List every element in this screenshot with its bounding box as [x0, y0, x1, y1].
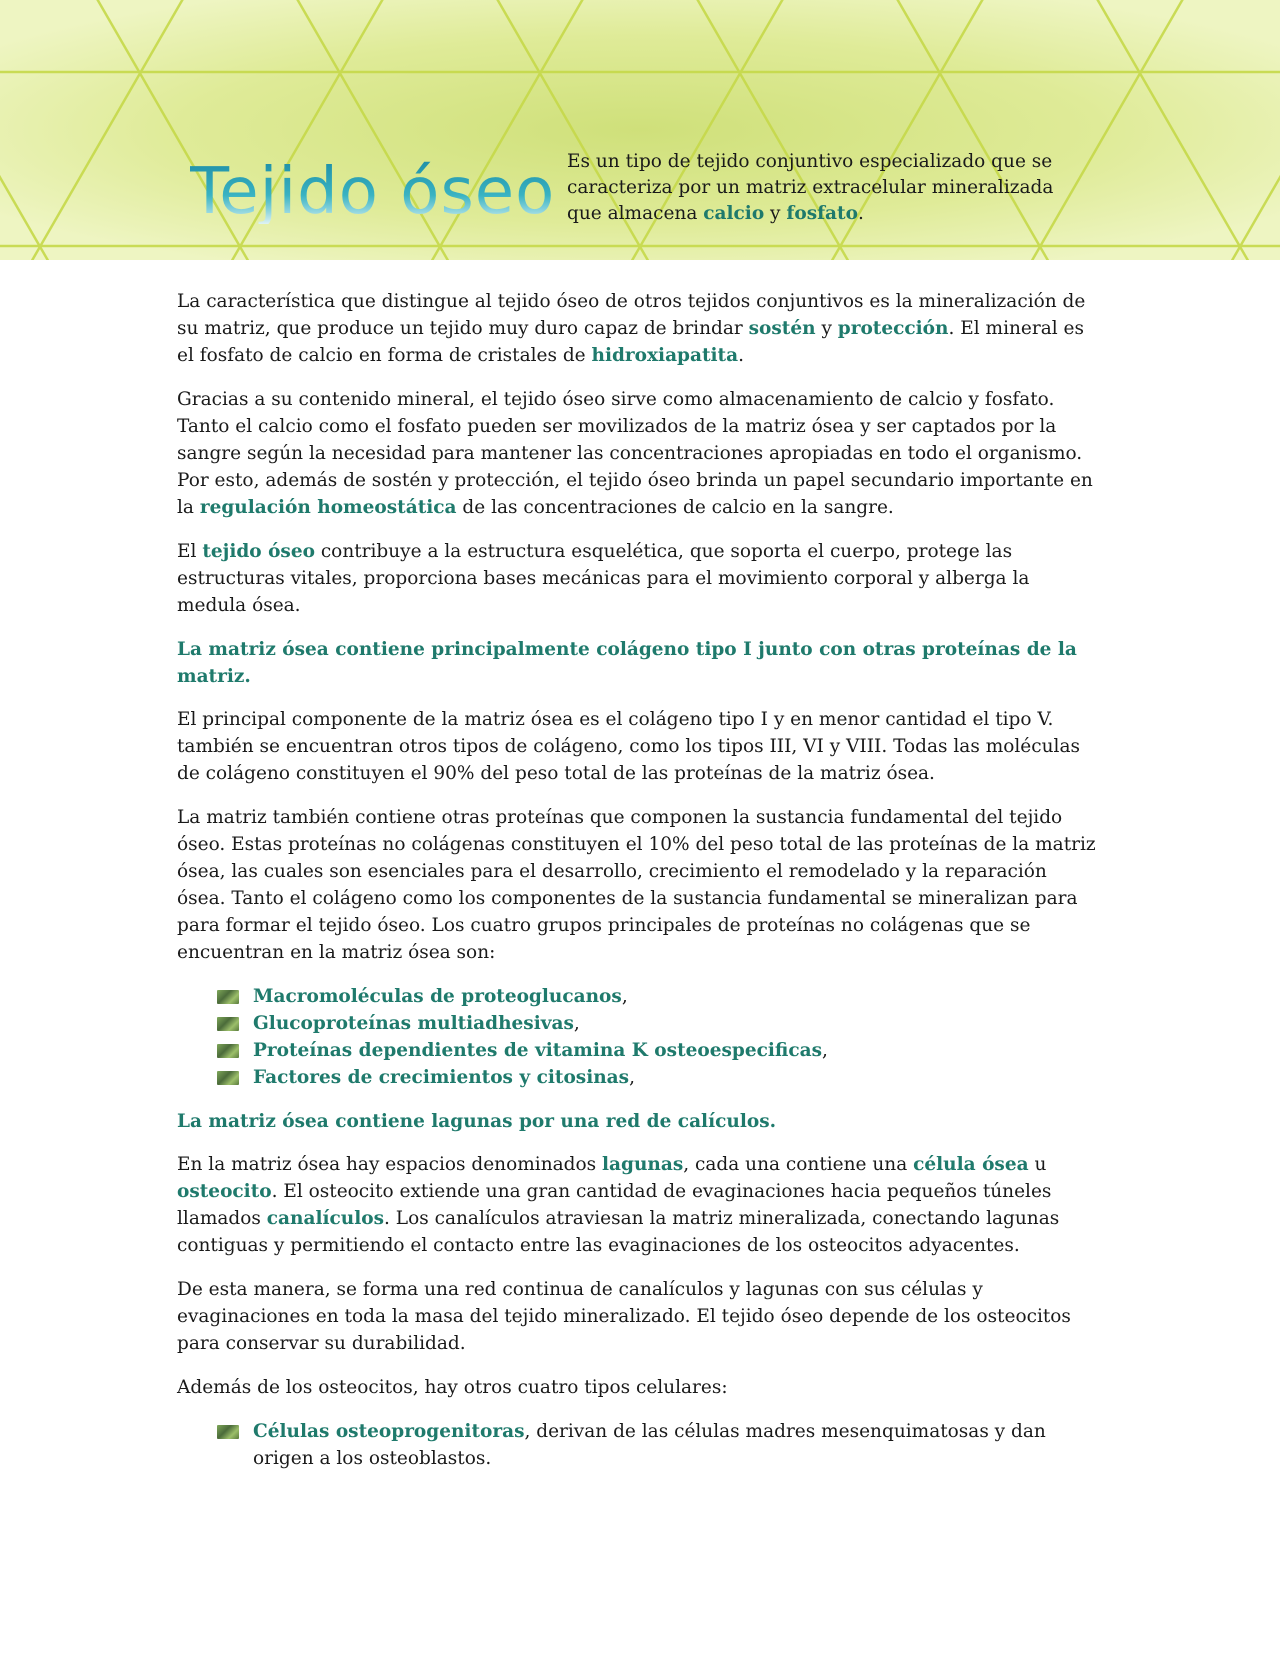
highlighted-term: fosfato [786, 203, 858, 224]
text-run: . Los canalículos atraviesan la matriz mineralizada, conectando lagunas contiguas y permitiendo el contacto entre las evaginaciones de los osteocitos adyacentes. [177, 1208, 1060, 1256]
paragraph [177, 1151, 1097, 1259]
text-run: , [573, 1013, 580, 1034]
page-title: Tejido óseo [190, 155, 556, 229]
paragraph [177, 1276, 1097, 1357]
text-run: , [822, 1040, 828, 1061]
list-item [217, 1418, 1097, 1472]
text-run: y [815, 318, 838, 339]
paragraph [177, 1374, 1097, 1401]
text-run: Gracias a su contenido mineral, el tejido óseo sirve como almacenamiento de calcio y fosfato. Tanto el calcio como el fosfato pueden ser movilizados de la matriz ósea y ser captados por la sangre según la necesidad para mantener las concentraciones apropiadas en todo el organismo. Por esto, además de sostén y protección, el tejido óseo brinda un papel secundario importante en la [177, 389, 1093, 518]
highlighted-term: osteocito [177, 1181, 272, 1202]
image-bullet-icon [217, 1044, 239, 1058]
paragraph [177, 706, 1097, 787]
highlighted-term: Macromoléculas de proteoglucanos [253, 986, 622, 1007]
text-run: , derivan de las células madres mesenquimatosas y dan origen a los osteoblastos. [253, 1421, 1046, 1469]
text-run: El [177, 541, 203, 562]
highlighted-term: célula ósea [913, 1154, 1029, 1175]
image-bullet-icon [217, 1425, 239, 1439]
highlighted-term: Glucoproteínas multiadhesivas [253, 1013, 574, 1034]
paragraph [177, 288, 1097, 369]
text-run: . [738, 345, 744, 366]
list-item [217, 1064, 1097, 1091]
text-run: El principal componente de la matriz ósea es el colágeno tipo I y en menor cantidad el tipo V. también se encuentran otros tipos de colágeno, como los tipos III, VI y VIII. Todas las moléculas de colágeno constituyen el 90% del peso total de las proteínas de la matriz ósea. [177, 709, 1080, 784]
section-heading: La matriz ósea contiene lagunas por una red de calículos. [177, 1111, 777, 1132]
highlighted-term: Factores de crecimientos y citosinas [253, 1067, 630, 1088]
bullet-list [177, 983, 1097, 1091]
highlighted-term: Proteínas dependientes de vitamina K osteoespecificas [253, 1040, 823, 1061]
text-run: . [857, 203, 864, 224]
text-run: . El mineral es el fosfato de calcio en forma de cristales de [177, 318, 1084, 366]
intro-text [567, 149, 1087, 227]
highlighted-term: Células osteoprogenitoras [253, 1421, 525, 1442]
highlighted-term: tejido óseo [202, 541, 315, 562]
text-run: , [621, 986, 628, 1007]
image-bullet-icon [217, 1071, 239, 1085]
highlighted-term: regulación homeostática [199, 497, 457, 518]
highlighted-term: protección [837, 318, 949, 339]
section-heading: La matriz ósea contiene principalmente colágeno tipo I junto con otras proteínas de la matriz. [177, 639, 1077, 687]
paragraph [177, 804, 1097, 966]
text-run: En la matriz ósea hay espacios denominados [177, 1154, 602, 1175]
text-run: Es un tipo de tejido conjuntivo especializado que se caracteriza por un matriz extracelular mineralizada que almacena [567, 151, 1054, 224]
text-run: , [629, 1067, 635, 1088]
text-run: La característica que distingue al tejido óseo de otros tejidos conjuntivos es la mineralización de su matriz, que produce un tejido muy duro capaz de brindar [177, 291, 1086, 339]
text-run: , cada una contiene una [683, 1154, 914, 1175]
highlighted-term: hidroxiapatita [591, 345, 739, 366]
text-run: Además de los osteocitos, hay otros cuatro tipos celulares: [177, 1377, 728, 1398]
highlighted-term: lagunas [602, 1154, 684, 1175]
image-bullet-icon [217, 990, 239, 1004]
highlighted-term: calcio [703, 203, 765, 224]
text-run: . El osteocito extiende una gran cantidad de evaginaciones hacia pequeños túneles llamados [177, 1181, 1052, 1229]
image-bullet-icon [217, 1017, 239, 1031]
text-run: contribuye a la estructura esquelética, que soporta el cuerpo, protege las estructuras vitales, proporciona bases mecánicas para el movimiento corporal y alberga la medula ósea. [177, 541, 1030, 616]
paragraph [177, 538, 1097, 619]
text-run: u [1028, 1154, 1047, 1175]
highlighted-term: sostén [748, 318, 816, 339]
article-body [177, 288, 1097, 1489]
list-item [217, 983, 1097, 1010]
text-run: de las concentraciones de calcio en la sangre. [456, 497, 894, 518]
text-run: De esta manera, se forma una red continua de canalículos y lagunas con sus células y evaginaciones en toda la masa del tejido mineralizado. El tejido óseo depende de los osteocitos para conservar su durabilidad. [177, 1279, 1071, 1354]
list-item [217, 1010, 1097, 1037]
list-item [217, 1037, 1097, 1064]
bullet-list [177, 1418, 1097, 1472]
text-run: y [764, 203, 787, 224]
text-run: La matriz también contiene otras proteínas que componen la sustancia fundamental del tejido óseo. Estas proteínas no colágenas constituyen el 10% del peso total de las proteínas de la matriz ósea, las cuales son esenciales para el desarrollo, crecimiento el remodelado y la reparación ósea. Tanto el colágeno como los componentes de la sustancia fundamental se mineralizan para para formar el tejido óseo. Los cuatro grupos principales de proteínas no colágenas que se encuentran en la matriz ósea son: [177, 807, 1096, 963]
highlighted-term: canalículos [266, 1208, 385, 1229]
paragraph [177, 386, 1097, 521]
header-banner [0, 0, 1280, 260]
